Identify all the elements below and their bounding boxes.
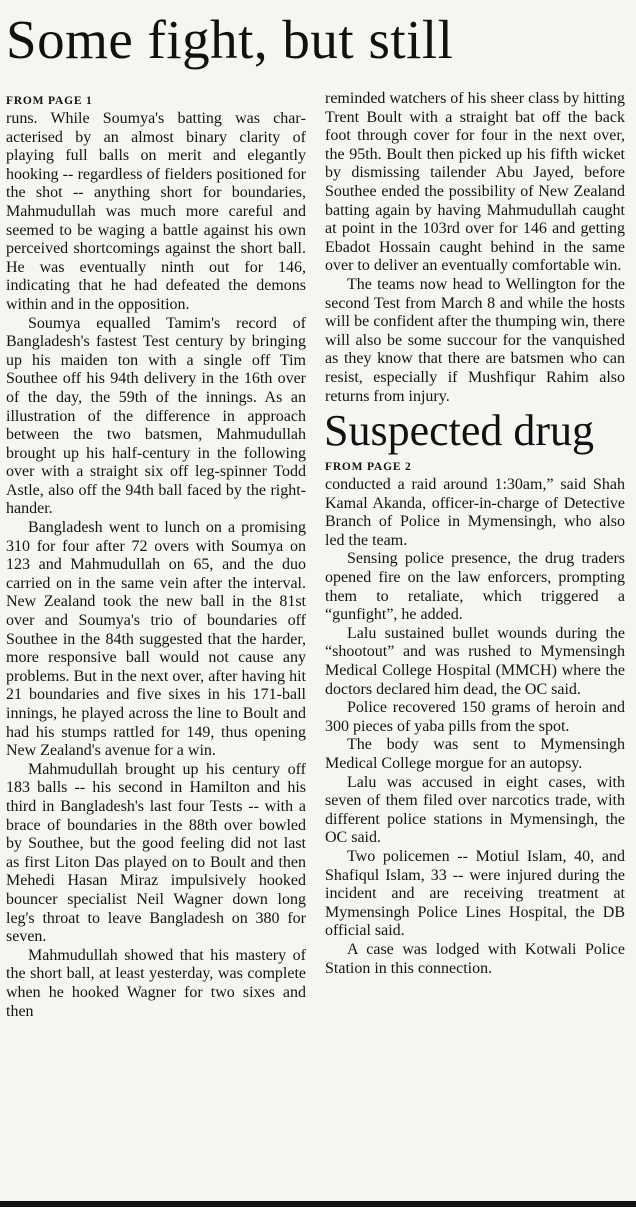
article-one-paragraph: reminded watchers of his sheer class by hitting Trent Boult with a straight bat off the back foot through cover for four in the next over, the 95th. Boult then picked up his fifth wicket by dismissing tailender Abu Jayed, before Southee ended the possibility of New Zealand batting again by having Mahmudullah caught at point in the 103rd over for 146 and getting Ebadot Hossain caught behind in the same over to deliver an eventually comfortable win. (325, 90, 625, 275)
article-one-paragraph: Mahmudullah brought up his century off 183 balls -- his second in Hamilton and his third in Bangladesh's last four Tests -- with a brace of boundaries in the 88th over bowled by Southee, but the good feeling did not last as first Liton Das played on to Boult and then Mehedi Hasan Miraz impulsively hooked bouncer specialist Neil Wagner down long leg's throat to leave Bangladesh on 380 for seven. (6, 760, 306, 946)
article-two-paragraph: Lalu sustained bullet wounds during the “shootout” and was rushed to Mymensingh Medical College Hospital (MMCH) where the doctors declared him dead, the OC said. (325, 624, 625, 698)
article-one-headline: Some fight, but still (6, 9, 454, 70)
article-one-paragraph: runs. While Soumya's batting was characterised by an almost binary clarity of playing full balls on merit and elegantly hooking -- regardless of fielders positioned for the shot -- anything short for boundaries, Mahmudullah was much more careful and seemed to be waging a battle against his own perceived shortcomings against the short ball. He was eventually ninth out for 146, indicating that he had defeated the demons within and in the opposition. (6, 110, 306, 313)
article-two-paragraph: The body was sent to Mymensingh Medical College morgue for an autopsy. (325, 736, 625, 772)
article-two-paragraph: Sensing police presence, the drug traders opened fire on the law enforcers, prompting them to retaliate, which triggered a “gunfight”, he added. (325, 550, 625, 624)
article-two-paragraph: Two policemen -- Motiul Islam, 40, and Shafiqul Islam, 33 -- were injured during the incident and are receiving treatment at Mymensingh Police Lines Hospital, the DB official said. (325, 847, 625, 940)
article-one-jump-label: FROM PAGE 1 (6, 95, 93, 107)
article-two-headline: Suspected drug (324, 406, 595, 456)
right-column (325, 90, 625, 978)
article-one-paragraph: Soumya equalled Tamim's record of Bangladesh's fastest Test century by bringing up his maiden ton with a single off Tim Southee off his 94th delivery in the 16th over of the day, the 59th of the innings. As an illustration of the difference in approach between the two batsmen, Mahmudullah brought up his half-century in the following over with a straight six off leg-spinner Todd Astle, also off the 94th ball faced by the right-hander. (6, 314, 306, 518)
article-two-paragraph: conducted a raid around 1:30am,” said Shah Kamal Akanda, officer-in-charge of Detective Branch of Police in Mymensingh, who also led the team. (325, 476, 625, 549)
bottom-rule (0, 1201, 636, 1207)
article-one-paragraph: The teams now head to Wellington for the second Test from March 8 and while the hosts will be confident after the thumping win, there will also be some succour for the vanquished as they know that there are batsmen who can resist, especially if Mushfiqur Rahim also returns from injury. (325, 275, 625, 405)
article-two-paragraph: A case was lodged with Kotwali Police Station in this connection. (325, 940, 625, 977)
article-two-jump-label: FROM PAGE 2 (325, 461, 412, 474)
article-two-paragraph: Police recovered 150 grams of heroin and 300 pieces of yaba pills from the spot. (325, 699, 625, 735)
left-column (6, 90, 306, 1021)
article-one-paragraph: Bangladesh went to lunch on a promising 310 for four after 72 overs with Soumya on 123 and Mahmudullah on 65, and the duo carried on in the same vein after the interval. New Zealand took the new ball in the 81st over and Soumya's trio of boundaries off Southee in the 84th suggested that the harder, more responsive ball would not cause any problems. But in the next over, after having hit 21 boundaries and five sixes in his 171-ball innings, he played across the line to Boult and had his stumps rattled for 149, thus opening New Zealand's avenue for a win. (6, 519, 306, 760)
article-two-paragraph: Lalu was accused in eight cases, with seven of them filed over narcotics trade, with different police stations in Mymensingh, the OC said. (325, 773, 625, 847)
article-one-paragraph: Mahmudullah showed that his mastery of the short ball, at least yesterday, was complete when he hooked Wagner for two sixes and then (6, 946, 306, 1020)
